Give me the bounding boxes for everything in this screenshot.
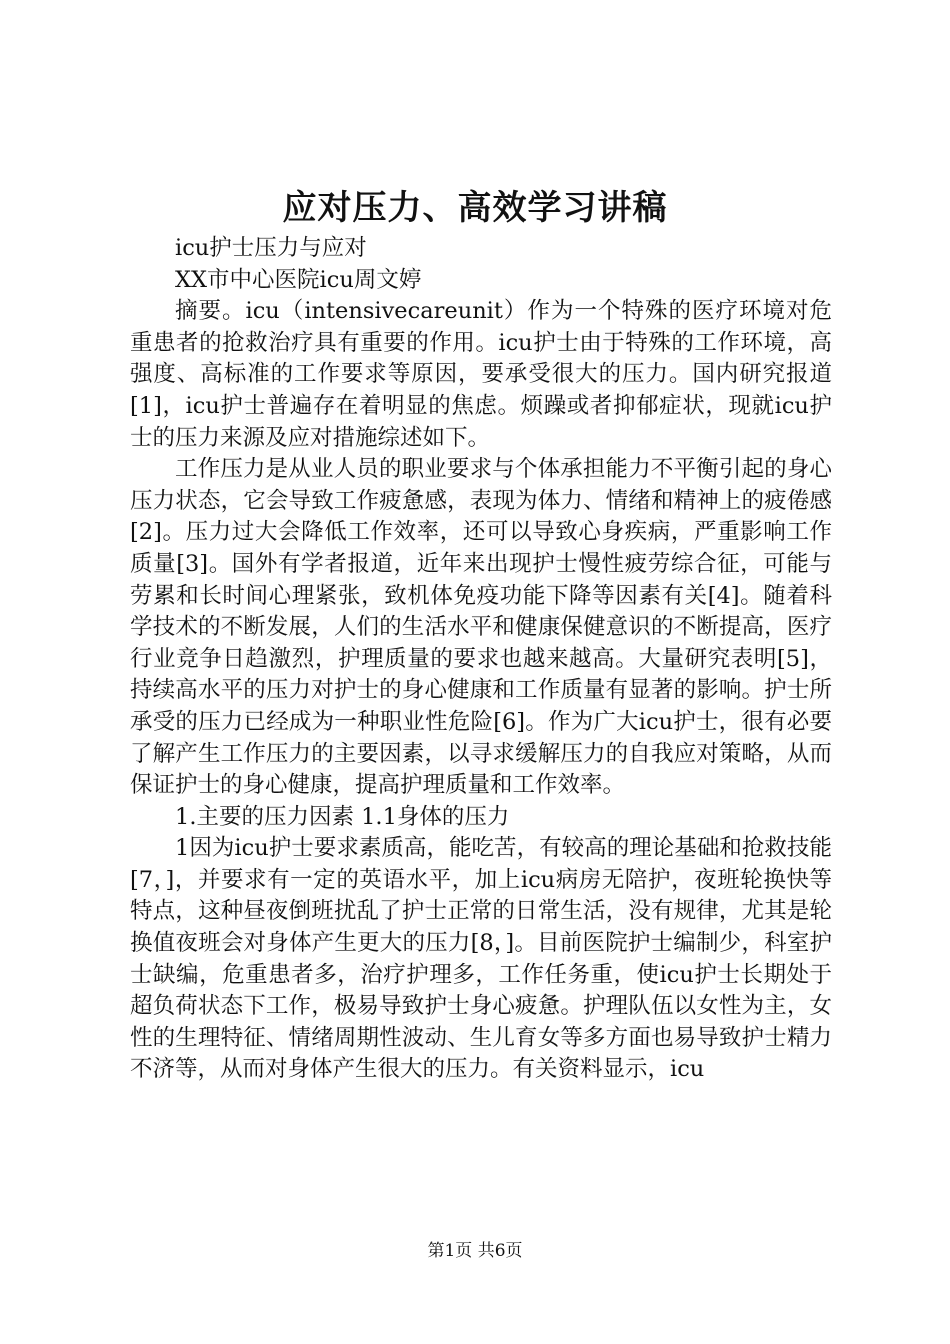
page-footer: 第1页 共6页 [427, 1241, 523, 1261]
subtitle-line: icu护士压力与应对 [175, 235, 367, 261]
document-body [130, 233, 832, 1086]
section-heading: 1.主要的压力因素 1.1身体的压力 [175, 803, 510, 830]
body-paragraph: 1因为icu护士要求素质高，能吃苦，有较高的理论基础和抢救技能[7，]，并要求有一定的英语水平，加上icu病房无陪护，夜班轮换快等特点，这种昼夜倒班扰乱了护士正常的日常生活，没有规律，尤其是轮换值夜班会对身体产生更大的压力[8，]。目前医院护士编制少，科室护士缺编，危重患者多，治疗护理多，工作任务重，使icu护士长期处于超负荷状态下工作，极易导致护士身心疲惫。护理队伍以女性为主，女性的生理特征、情绪周期性波动、生儿育女等多方面也易导致护士精力不济等，从而对身体产生很大的压力。有关资料显示，icu [130, 835, 832, 1083]
abstract-paragraph: 摘要。icu（intensivecareunit）作为一个特殊的医疗环境对危重患者的抢救治疗具有重要的作用。icu护士由于特殊的工作环境，高强度、高标准的工作要求等原因，要承受很大的压力。国内研究报道[1]，icu护士普遍存在着明显的焦虑。烦躁或者抑郁症状，现就icu护士的压力来源及应对措施综述如下。 [130, 298, 832, 451]
body-paragraph: 工作压力是从业人员的职业要求与个体承担能力不平衡引起的身心压力状态，它会导致工作疲惫感，表现为体力、情绪和精神上的疲倦感[2]。压力过大会降低工作效率，还可以导致心身疾病，严重影响工作质量[3]。国外有学者报道，近年来出现护士慢性疲劳综合征，可能与劳累和长时间心理紧张，致机体免疫功能下降等因素有关[4]。随着科学技术的不断发展，人们的生活水平和健康保健意识的不断提高，医疗行业竞争日趋激烈，护理质量的要求也越来越高。大量研究表明[5]，持续高水平的压力对护士的身心健康和工作质量有显著的影响。护士所承受的压力已经成为一种职业性危险[6]。作为广大icu护士，很有必要了解产生工作压力的主要因素，以寻求缓解压力的自我应对策略，从而保证护士的身心健康，提高护理质量和工作效率。 [130, 456, 832, 799]
author-line: XX市中心医院icu周文婷 [175, 266, 422, 293]
document-title: 应对压力、高效学习讲稿 [282, 188, 668, 228]
